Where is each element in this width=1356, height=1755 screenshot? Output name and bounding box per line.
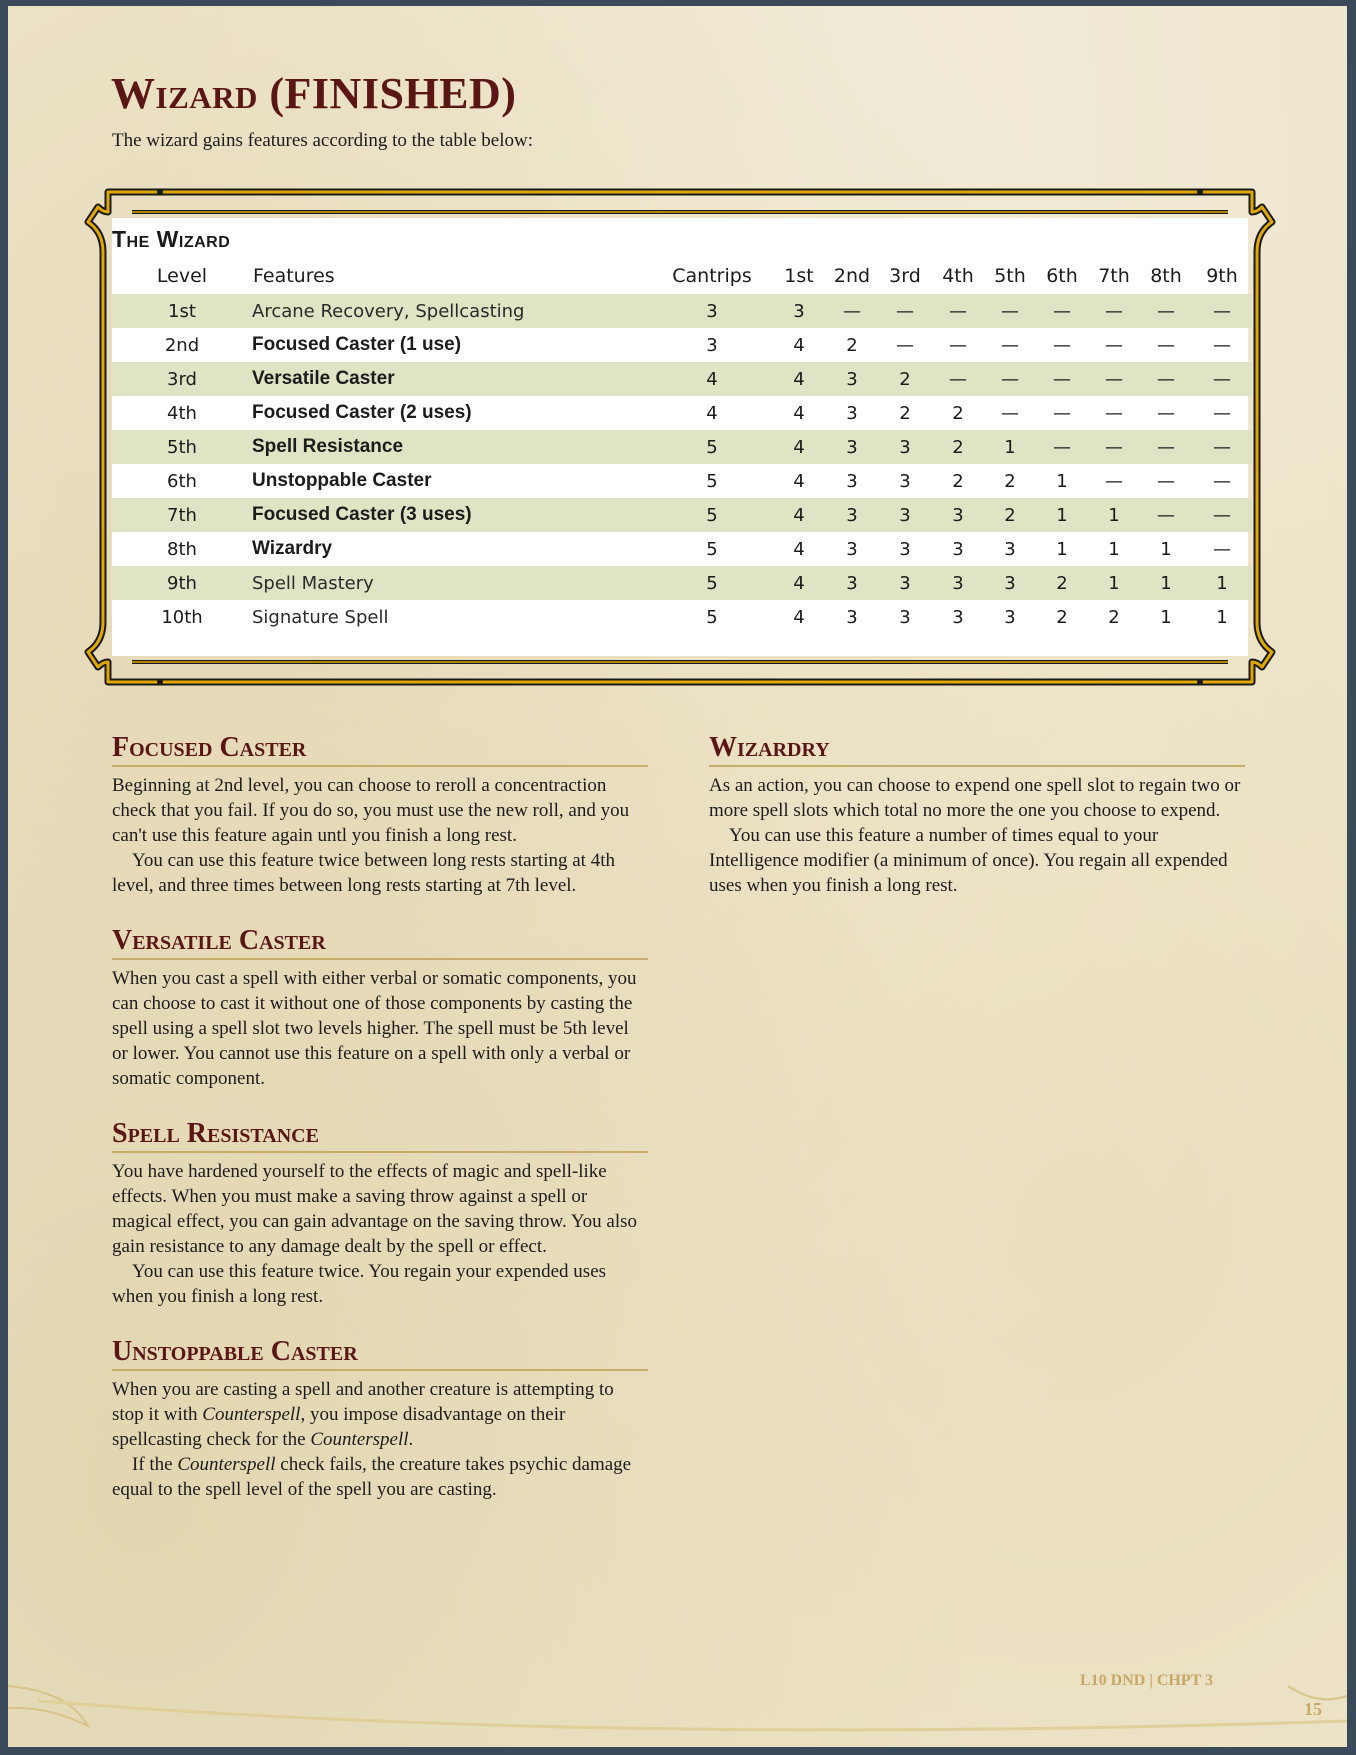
cell-spell-slots: 2 <box>952 470 964 492</box>
table-row <box>112 498 1252 532</box>
section-body <box>112 1377 648 1502</box>
cell-features: Focused Caster (3 uses) <box>252 498 652 532</box>
cell-spell-slots: 1 <box>1088 498 1140 532</box>
cell-spell-slots: — <box>1157 334 1175 356</box>
cell-spell-slots: 3 <box>846 606 858 628</box>
cell-spell-slots: 4 <box>772 566 826 600</box>
section-wizardry <box>709 731 1245 898</box>
cell-spell-slots: 1 <box>1192 566 1252 600</box>
cell-spell-slots: — <box>984 362 1036 396</box>
cell-spell-slots: — <box>1001 402 1019 424</box>
cell-spell-slots: 2 <box>952 402 964 424</box>
cell-features: Unstoppable Caster <box>252 470 432 491</box>
cell-spell-slots: — <box>1036 294 1088 328</box>
header-9th: 9th <box>1206 265 1238 287</box>
cell-level: 8th <box>167 538 197 560</box>
text-span: When you are casting a spell and another creature is attempting to stop it with <box>112 1379 614 1425</box>
cell-cantrips: 4 <box>652 362 772 396</box>
cell-spell-slots: — <box>1001 334 1019 356</box>
page-title: Wizard (FINISHED) <box>111 69 517 118</box>
cell-spell-slots: — <box>1192 498 1252 532</box>
cell-spell-slots: 3 <box>878 566 932 600</box>
cell-spell-slots: 3 <box>878 498 932 532</box>
table-row <box>112 362 1252 396</box>
cell-spell-slots: 2 <box>846 334 858 356</box>
header-1st: 1st <box>784 265 814 287</box>
paragraph <box>112 1377 648 1452</box>
section-body <box>112 1159 648 1309</box>
class-table <box>112 226 1252 634</box>
page <box>8 6 1347 1747</box>
cell-features: Versatile Caster <box>252 362 652 396</box>
table-row <box>112 430 1252 464</box>
section-unstoppable-caster <box>112 1335 648 1502</box>
cell-spell-slots: 1 <box>1216 606 1228 628</box>
cell-spell-slots: — <box>1192 430 1252 464</box>
cell-spell-slots: 2 <box>899 402 911 424</box>
text-span: check fails, the creature takes psychic damage equal to the spell level of the spell you are casting. <box>112 1454 632 1500</box>
paragraph <box>112 1452 648 1502</box>
cell-spell-slots: 1 <box>1160 606 1172 628</box>
cell-spell-slots: — <box>1213 538 1231 560</box>
cell-spell-slots: 1 <box>1056 470 1068 492</box>
cell-spell-slots: — <box>1192 294 1252 328</box>
text-span: If the <box>132 1454 178 1475</box>
cell-features: Spell Resistance <box>252 430 652 464</box>
cell-spell-slots: 3 <box>826 430 878 464</box>
cell-features: Signature Spell <box>252 606 389 628</box>
cell-level: 10th <box>161 606 203 628</box>
cell-spell-slots: — <box>1053 402 1071 424</box>
cell-spell-slots: — <box>1036 362 1088 396</box>
cell-spell-slots: 3 <box>932 566 984 600</box>
cell-cantrips: 5 <box>706 538 718 560</box>
spell-name: Counterspell <box>202 1404 301 1425</box>
paragraph: You have hardened yourself to the effects of magic and spell-like effects. When you must make a saving throw against a spell or magical effect, you can gain advantage on the saving throw. You also gain resistance to any damage dealt by the spell or effect. <box>112 1161 637 1257</box>
cell-spell-slots: — <box>1036 430 1088 464</box>
cell-features: Arcane Recovery, Spellcasting <box>252 294 652 328</box>
table-header <box>112 258 1252 294</box>
intro-text: The wizard gains features according to the table below: <box>112 130 533 151</box>
table-body <box>112 294 1252 634</box>
paragraph: Beginning at 2nd level, you can choose to reroll a concentraction check that you fail. If you do so, you must use the new roll, and you can't use this feature again untl you finish a long rest. <box>112 775 630 846</box>
cell-spell-slots: 1 <box>1036 498 1088 532</box>
cell-spell-slots: 2 <box>984 498 1036 532</box>
cell-spell-slots: — <box>1140 362 1192 396</box>
header-2nd: 2nd <box>833 265 871 287</box>
cell-spell-slots: 4 <box>772 498 826 532</box>
cell-spell-slots: — <box>1105 334 1123 356</box>
footer-label: L10 DND | CHPT 3 <box>1080 1672 1214 1689</box>
cell-level: 2nd <box>164 334 200 356</box>
text-span: , you impose disadvantage on their spellcasting check for the <box>112 1404 566 1450</box>
cell-features: Wizardry <box>252 538 333 559</box>
cell-spell-slots: — <box>1088 362 1140 396</box>
cell-spell-slots: 4 <box>793 334 805 356</box>
cell-spell-slots: 3 <box>878 430 932 464</box>
cell-spell-slots: — <box>1105 402 1123 424</box>
section-heading: Spell Resistance <box>112 1117 648 1153</box>
table-row <box>112 566 1252 600</box>
cell-spell-slots: 3 <box>846 402 858 424</box>
cell-spell-slots: 4 <box>793 606 805 628</box>
paragraph: You can use this feature twice. You regain your expended uses when you finish a long rest. <box>112 1261 607 1307</box>
paragraph: You can use this feature twice between long rests starting at 4th level, and three times between long rests starting at 7th level. <box>112 850 615 896</box>
section-body <box>112 966 648 1091</box>
table-row <box>112 396 1252 430</box>
cell-cantrips: 3 <box>706 334 718 356</box>
cell-spell-slots: 2 <box>878 362 932 396</box>
cell-level: 7th <box>112 498 252 532</box>
header-features: Features <box>253 265 335 287</box>
spell-name: Counterspell <box>177 1454 276 1475</box>
cell-cantrips: 5 <box>652 430 772 464</box>
cell-spell-slots: — <box>932 362 984 396</box>
header-3rd: 3rd <box>889 265 921 287</box>
section-body <box>709 773 1245 898</box>
paragraph: When you cast a spell with either verbal or somatic components, you can choose to cast it without one of those components by casting the spell using a spell slot two levels higher. The spell must be 5th level or lower. You cannot use this feature on a spell with only a verbal or somatic component. <box>112 968 637 1089</box>
cell-spell-slots: 3 <box>1004 606 1016 628</box>
header-5th: 5th <box>994 265 1026 287</box>
cell-spell-slots: 3 <box>952 606 964 628</box>
cell-spell-slots: 3 <box>846 538 858 560</box>
cell-cantrips: 4 <box>706 402 718 424</box>
page-number: 15 <box>1304 1699 1322 1719</box>
paragraph: You can use this feature a number of times equal to your Intelligence modifier (a minimum of once). You regain all expended uses when you finish a long rest. <box>709 825 1228 896</box>
cell-spell-slots: 3 <box>899 538 911 560</box>
cell-spell-slots: — <box>1213 402 1231 424</box>
cell-spell-slots: 3 <box>932 498 984 532</box>
cell-spell-slots: — <box>1213 470 1231 492</box>
cell-level: 4th <box>167 402 197 424</box>
cell-spell-slots: 1 <box>1108 538 1120 560</box>
text-span: . <box>408 1429 414 1450</box>
cell-spell-slots: — <box>878 294 932 328</box>
cell-spell-slots: 4 <box>793 538 805 560</box>
cell-spell-slots: 4 <box>772 362 826 396</box>
cell-spell-slots: 2 <box>1108 606 1120 628</box>
header-6th: 6th <box>1046 265 1078 287</box>
cell-level: 9th <box>112 566 252 600</box>
cell-spell-slots: — <box>896 334 914 356</box>
cell-spell-slots: — <box>1140 430 1192 464</box>
cell-cantrips: 5 <box>706 470 718 492</box>
cell-spell-slots: — <box>932 294 984 328</box>
paragraph: As an action, you can choose to expend one spell slot to regain two or more spell slots which total no more the one you choose to expend. <box>709 775 1241 821</box>
table-row <box>112 532 1252 566</box>
cell-spell-slots: — <box>949 334 967 356</box>
section-heading: Versatile Caster <box>112 924 648 960</box>
cell-spell-slots: 3 <box>899 470 911 492</box>
cell-spell-slots: — <box>1140 294 1192 328</box>
cell-cantrips: 5 <box>652 566 772 600</box>
cell-spell-slots: 1 <box>1160 538 1172 560</box>
cell-spell-slots: 1 <box>1088 566 1140 600</box>
cell-features: Spell Mastery <box>252 566 652 600</box>
header-7th: 7th <box>1098 265 1130 287</box>
cell-level: 5th <box>112 430 252 464</box>
cell-spell-slots: 3 <box>1004 538 1016 560</box>
cell-features: Focused Caster (1 use) <box>252 334 462 355</box>
cell-spell-slots: 2 <box>1004 470 1016 492</box>
cell-cantrips: 5 <box>652 498 772 532</box>
cell-spell-slots: 3 <box>952 538 964 560</box>
cell-spell-slots: 3 <box>984 566 1036 600</box>
cell-spell-slots: — <box>1213 334 1231 356</box>
cell-spell-slots: 3 <box>846 470 858 492</box>
cell-spell-slots: 3 <box>899 606 911 628</box>
cell-spell-slots: 3 <box>772 294 826 328</box>
header-cantrips: Cantrips <box>672 265 752 287</box>
table-row <box>112 464 1252 498</box>
cell-spell-slots: — <box>1105 470 1123 492</box>
cell-spell-slots: — <box>1192 362 1252 396</box>
section-heading: Unstoppable Caster <box>112 1335 648 1371</box>
table-row <box>112 600 1252 634</box>
cell-spell-slots: — <box>1053 334 1071 356</box>
spell-name: Counterspell <box>310 1429 409 1450</box>
header-level: Level <box>156 265 208 287</box>
section-heading: Wizardry <box>709 731 1245 767</box>
class-progression-table <box>112 258 1252 634</box>
cell-spell-slots: 4 <box>793 402 805 424</box>
header-8th: 8th <box>1150 265 1182 287</box>
cell-cantrips: 3 <box>652 294 772 328</box>
cell-spell-slots: 1 <box>1056 538 1068 560</box>
cell-level: 6th <box>167 470 197 492</box>
cell-cantrips: 5 <box>706 606 718 628</box>
cell-spell-slots: — <box>1140 498 1192 532</box>
left-column <box>112 731 648 1528</box>
cell-spell-slots: 2 <box>1036 566 1088 600</box>
cell-spell-slots: — <box>984 294 1036 328</box>
header-4th: 4th <box>942 265 974 287</box>
section-versatile-caster <box>112 924 648 1091</box>
cell-spell-slots: 3 <box>826 362 878 396</box>
cell-spell-slots: — <box>1157 402 1175 424</box>
cell-level: 3rd <box>112 362 252 396</box>
cell-spell-slots: — <box>1157 470 1175 492</box>
section-heading: Focused Caster <box>112 731 648 767</box>
cell-level: 1st <box>112 294 252 328</box>
table-row <box>112 294 1252 328</box>
cell-spell-slots: 1 <box>1140 566 1192 600</box>
table-caption: The Wizard <box>112 226 231 252</box>
cell-spell-slots: — <box>1088 294 1140 328</box>
cell-spell-slots: 2 <box>1056 606 1068 628</box>
cell-spell-slots: 4 <box>772 430 826 464</box>
right-column <box>709 731 1245 924</box>
cell-spell-slots: — <box>1088 430 1140 464</box>
section-spell-resistance <box>112 1117 648 1309</box>
cell-spell-slots: 1 <box>984 430 1036 464</box>
table-row <box>112 328 1252 362</box>
section-focused-caster <box>112 731 648 898</box>
cell-spell-slots: 2 <box>932 430 984 464</box>
section-body <box>112 773 648 898</box>
cell-spell-slots: 3 <box>826 566 878 600</box>
cell-spell-slots: 3 <box>826 498 878 532</box>
cell-features: Focused Caster (2 uses) <box>252 402 472 423</box>
cell-spell-slots: 4 <box>793 470 805 492</box>
cell-spell-slots: — <box>826 294 878 328</box>
